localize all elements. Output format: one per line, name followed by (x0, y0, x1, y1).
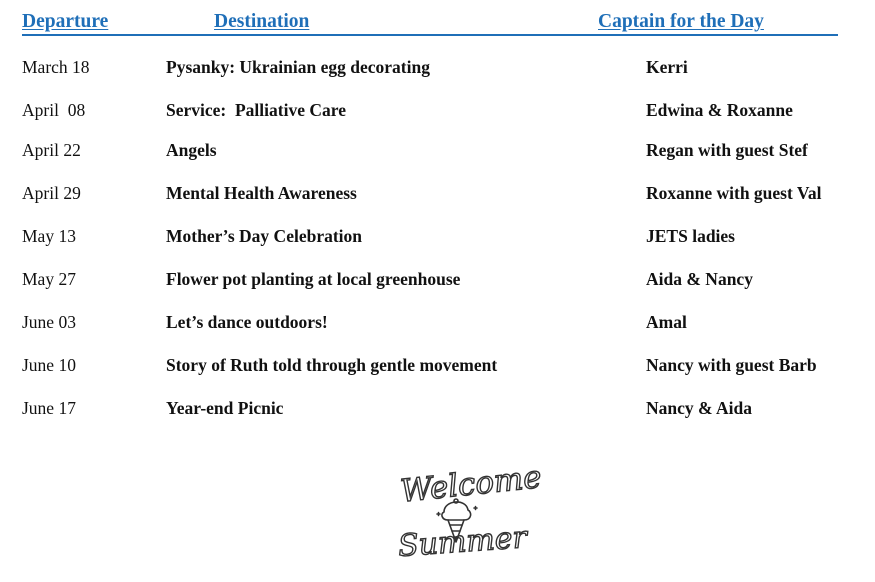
schedule-row (0, 225, 875, 249)
logo-welcome-text: Welcome (398, 459, 544, 510)
row-captain: Kerri (646, 57, 688, 77)
schedule-row (0, 311, 875, 335)
schedule-row (0, 56, 875, 80)
row-departure: May 13 (22, 226, 76, 246)
row-departure: April 22 (22, 140, 81, 160)
row-captain: JETS ladies (646, 226, 735, 246)
schedule-row (0, 397, 875, 421)
row-captain: Edwina & Roxanne (646, 100, 793, 120)
row-destination: Story of Ruth told through gentle movement (166, 355, 498, 375)
row-captain: Nancy & Aida (646, 398, 752, 418)
row-departure: May 27 (22, 269, 76, 289)
row-destination: Flower pot planting at local greenhouse (166, 269, 461, 289)
schedule-row (0, 99, 875, 123)
schedule-row (0, 268, 875, 292)
row-captain: Regan with guest Stef (646, 140, 808, 160)
schedule-row (0, 354, 875, 378)
row-destination: Angels (166, 140, 217, 160)
schedule-header (22, 10, 838, 36)
header-departure: Departure (22, 11, 109, 32)
schedule-row (0, 139, 875, 163)
row-departure: June 03 (22, 312, 76, 332)
logo-summer-text: Summer (396, 520, 528, 565)
row-departure: April 29 (22, 183, 81, 203)
header-destination: Destination (214, 11, 310, 32)
row-captain: Aida & Nancy (646, 269, 753, 289)
schedule-row (0, 182, 875, 206)
row-departure: June 17 (22, 398, 76, 418)
row-captain: Nancy with guest Barb (646, 355, 817, 375)
row-destination: Mental Health Awareness (166, 183, 357, 203)
row-destination: Let’s dance outdoors! (166, 312, 328, 332)
row-captain: Amal (646, 312, 687, 332)
row-departure: March 18 (22, 57, 90, 77)
welcome-summer-logo (392, 452, 544, 576)
row-destination: Pysanky: Ukrainian egg decorating (166, 57, 430, 77)
row-destination: Service: Palliative Care (166, 100, 346, 120)
row-captain: Roxanne with guest Val (646, 183, 822, 203)
row-departure: June 10 (22, 355, 76, 375)
row-destination: Mother’s Day Celebration (166, 226, 363, 246)
header-captain: Captain for the Day (598, 11, 764, 32)
row-destination: Year-end Picnic (166, 398, 284, 418)
row-departure: April 08 (22, 100, 86, 120)
